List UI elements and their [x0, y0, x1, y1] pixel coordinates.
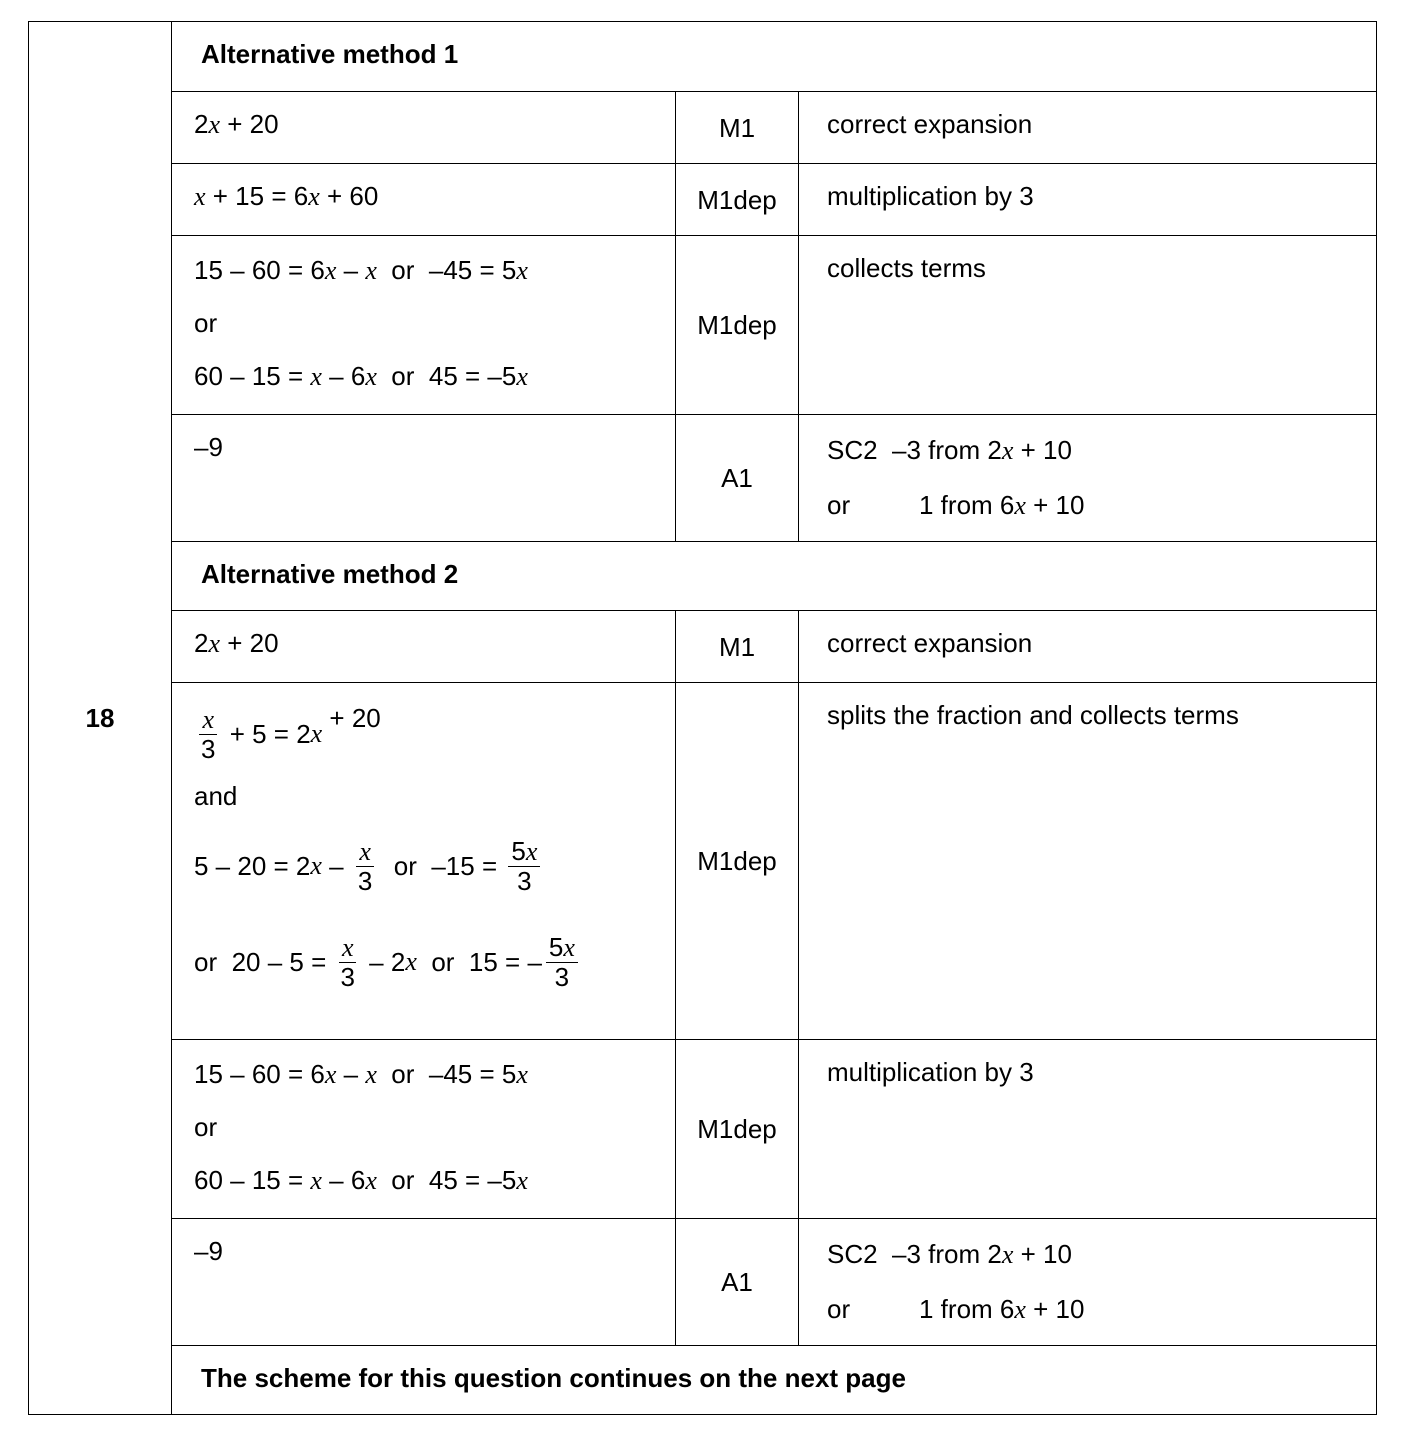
question-number: 18	[29, 22, 172, 1415]
method2-answer-mark: A1	[676, 1219, 799, 1346]
continuation-note: The scheme for this question continues on the next page	[172, 1346, 1377, 1415]
method1-answer-mark: A1	[676, 415, 799, 542]
method2-step1-working: 2x + 20	[172, 611, 676, 683]
method1-step3-mark: M1dep	[676, 236, 799, 415]
method2-step3-comment: multiplication by 3	[799, 1040, 1377, 1219]
mark-scheme-table	[28, 21, 1377, 1415]
method2-step2-comment: splits the fraction and collects terms	[799, 683, 1377, 1040]
method1-special-case: SC2 –3 from 2x + 10 or 1 from 6x + 10	[799, 415, 1377, 542]
method1-step2-mark: M1dep	[676, 164, 799, 236]
method2-answer: –9	[172, 1219, 676, 1346]
method1-step1-working: 2x + 20	[172, 92, 676, 164]
method2-step1-mark: M1	[676, 611, 799, 683]
method1-step2-working: x + 15 = 6x + 60	[172, 164, 676, 236]
method2-special-case: SC2 –3 from 2x + 10 or 1 from 6x + 10	[799, 1219, 1377, 1346]
method1-step1-comment: correct expansion	[799, 92, 1377, 164]
method2-step2-mark: M1dep	[676, 683, 799, 1040]
method1-heading: Alternative method 1	[172, 22, 1377, 92]
method1-step1-mark: M1	[676, 92, 799, 164]
method1-step3-working: 15 – 60 = 6x – x or –45 = 5x or 60 – 15 = x – 6x or 45 = –5x	[172, 236, 676, 415]
method2-heading: Alternative method 2	[172, 542, 1377, 611]
method1-step2-comment: multiplication by 3	[799, 164, 1377, 236]
method1-step3-comment: collects terms	[799, 236, 1377, 415]
method2-step3-working: 15 – 60 = 6x – x or –45 = 5x or 60 – 15 = x – 6x or 45 = –5x	[172, 1040, 676, 1219]
method2-step2-working: $\frac{x}{3}$ + 5 = 2 x + 20 and 5 – 20 = 2 x – $\frac{x}{3}$ or –15 = $\frac{5x}{3}$ or 20 – 5 = $\frac{x}{3}$ – 2 x or 15 = – $\frac{5x}{3}$	[172, 683, 676, 1040]
method2-step3-mark: M1dep	[676, 1040, 799, 1219]
method2-step1-comment: correct expansion	[799, 611, 1377, 683]
method1-answer: –9	[172, 415, 676, 542]
